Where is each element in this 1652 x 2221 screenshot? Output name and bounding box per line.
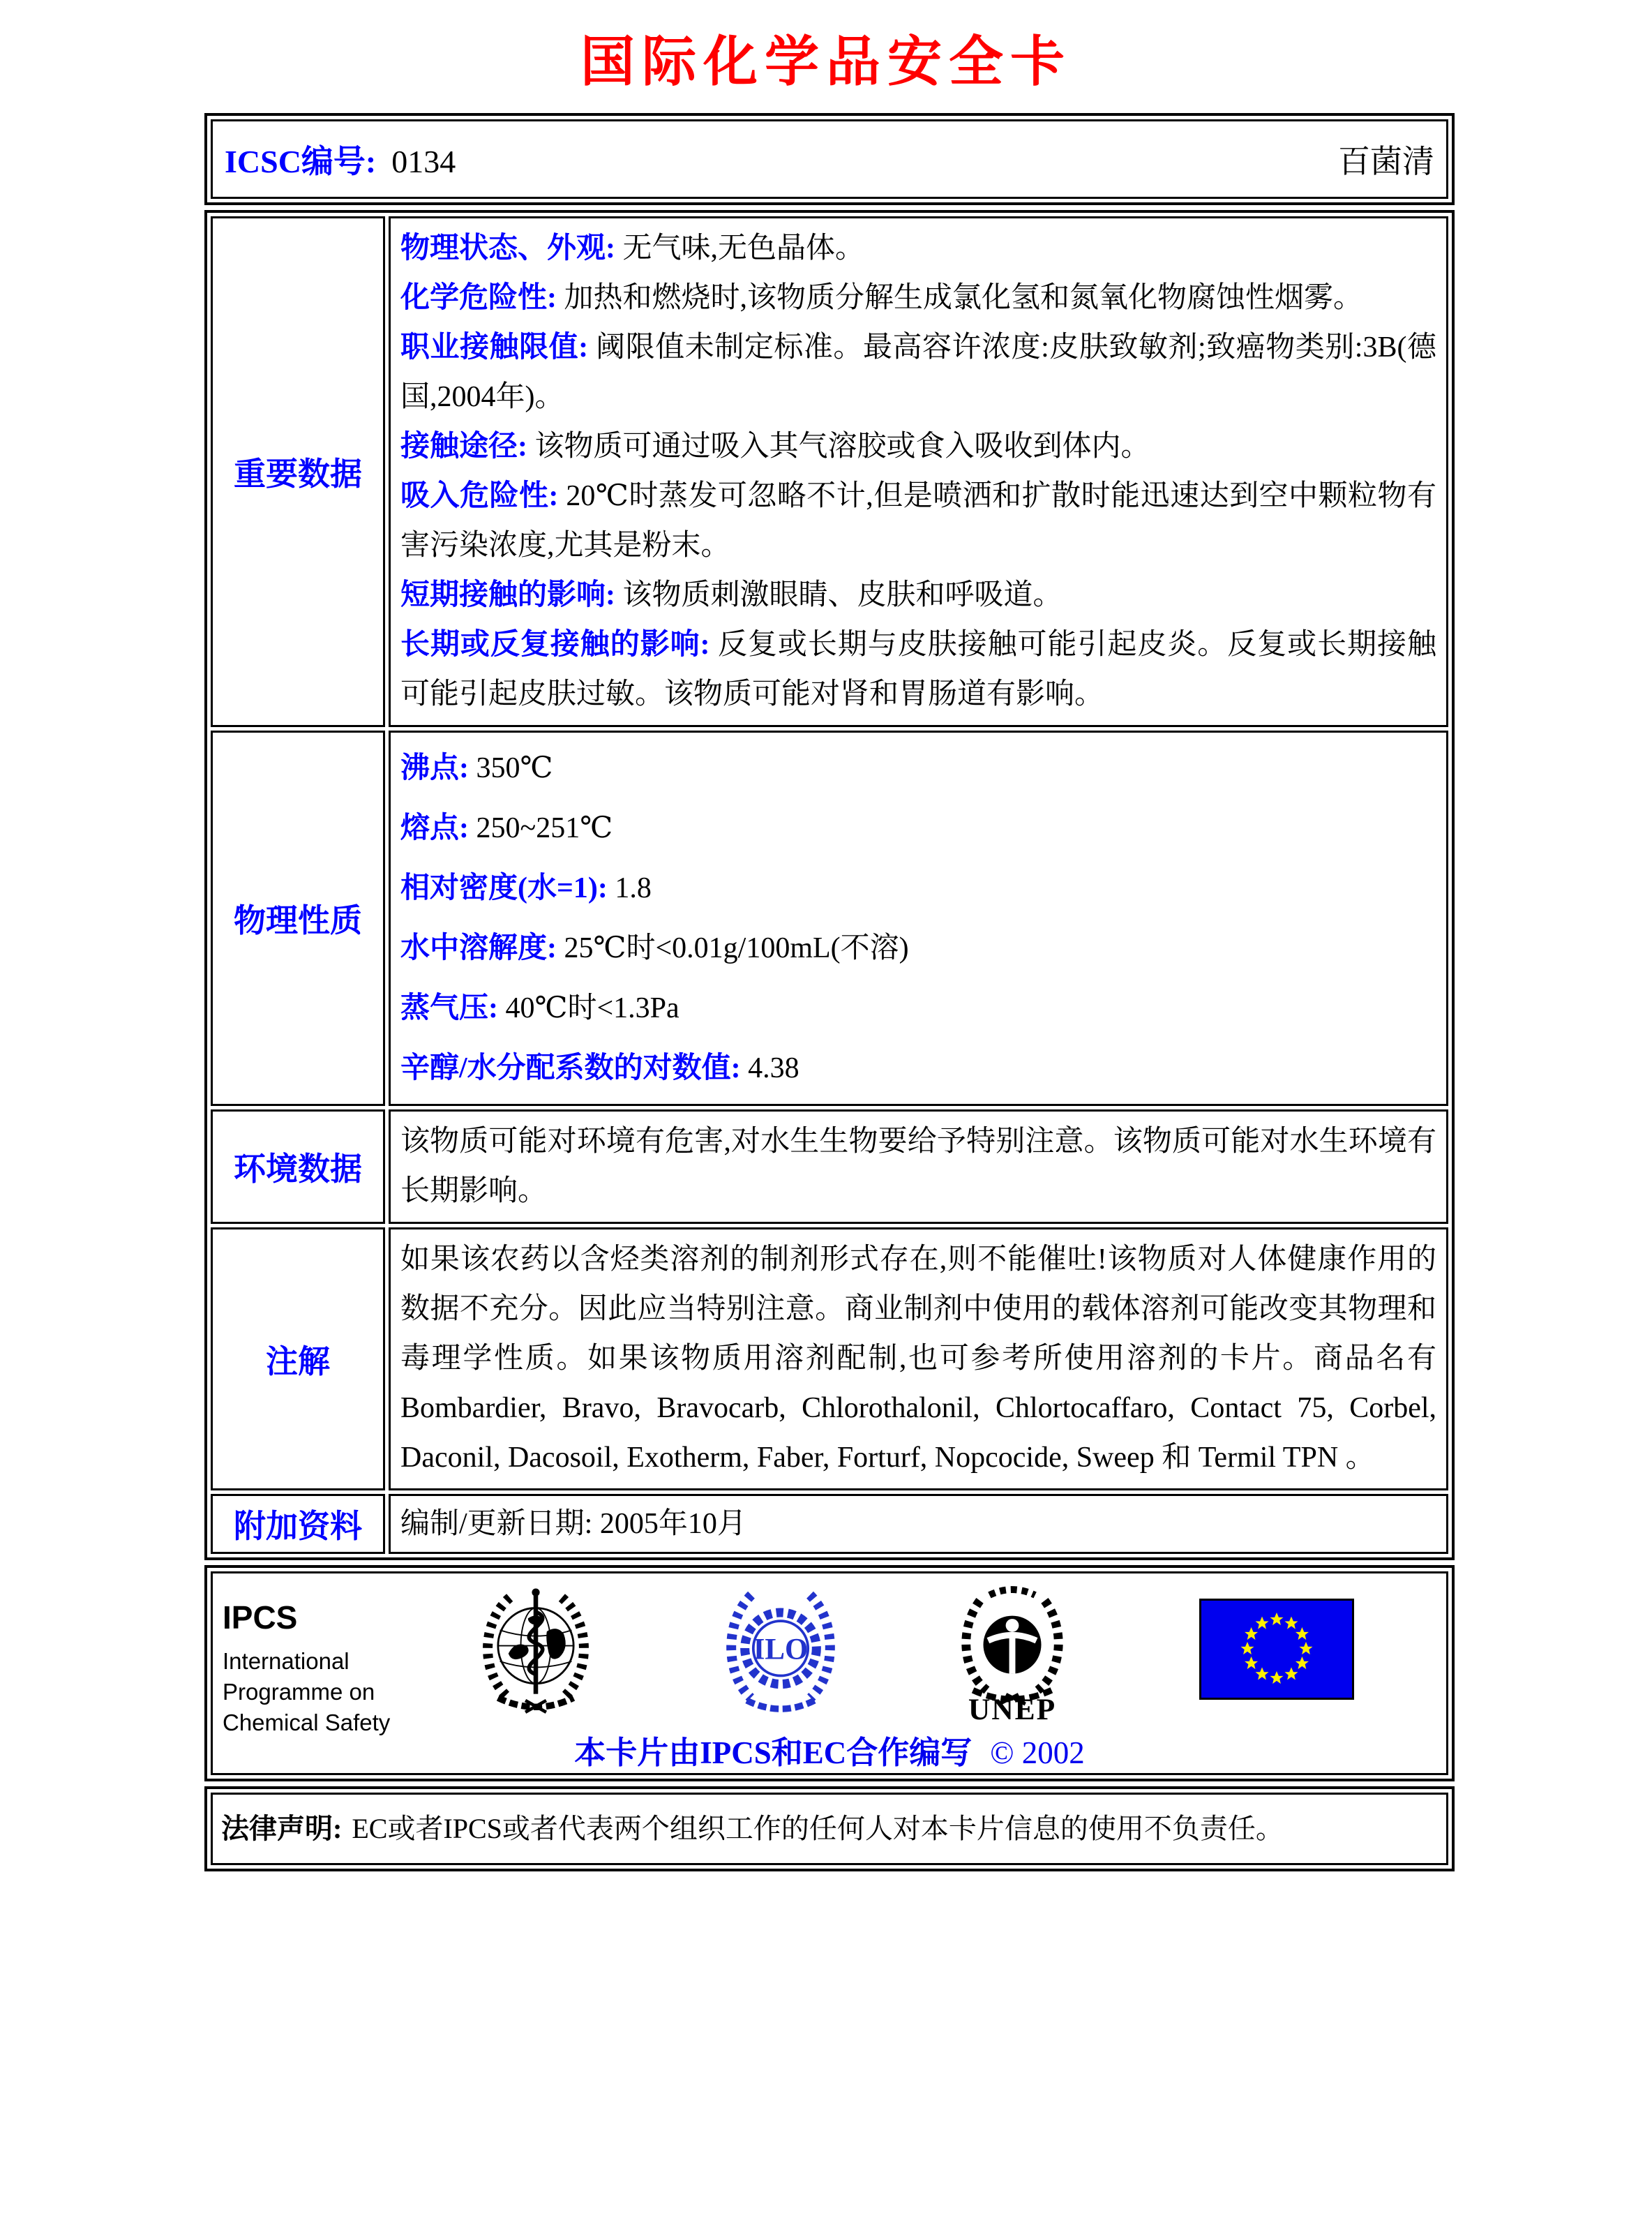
field-label: 沸点: bbox=[400, 752, 469, 784]
header-row bbox=[211, 119, 1448, 199]
section-row-important bbox=[211, 216, 1448, 727]
section-label-additional-info: 附加资料 bbox=[211, 1494, 385, 1554]
ilo-letters: ILO bbox=[753, 1633, 809, 1666]
substance-name: 百菌清 bbox=[1338, 144, 1434, 179]
icsc-number-group bbox=[225, 136, 456, 182]
ipcs-acronym: IPCS bbox=[223, 1599, 298, 1636]
update-date-value: 2005年10月 bbox=[592, 1508, 746, 1540]
field-label: 辛醇/水分配系数的对数值: bbox=[400, 1052, 741, 1084]
field-line bbox=[400, 858, 1436, 918]
field-line bbox=[400, 274, 1436, 323]
field-line bbox=[400, 323, 1436, 422]
header-table bbox=[204, 113, 1455, 205]
field-line bbox=[400, 1038, 1436, 1098]
field-value: 250~251℃ bbox=[469, 812, 613, 844]
field-value: 20℃时蒸发可忽略不计,但是喷洒和扩散时能迅速达到空中颗粒物有害污染浓度,尤其是粉末。 bbox=[400, 480, 1436, 562]
unep-letters: UNEP bbox=[968, 1692, 1057, 1724]
section-label-environmental-data: 环境数据 bbox=[211, 1109, 385, 1224]
section-row-notes bbox=[211, 1227, 1448, 1490]
field-label: 水中溶解度: bbox=[400, 932, 557, 964]
field-value: 反复或长期与皮肤接触可能引起皮炎。反复或长期接触可能引起皮肤过敏。该物质可能对肾和胃肠道有影响。 bbox=[400, 629, 1436, 710]
field-label: 长期或反复接触的影响: bbox=[400, 629, 710, 661]
copyright-text: 本卡片由IPCS和EC合作编写 bbox=[574, 1735, 973, 1770]
copyright-line bbox=[213, 1727, 1446, 1772]
additional-info-content bbox=[389, 1494, 1448, 1554]
section-row-additional bbox=[211, 1494, 1448, 1554]
field-line bbox=[400, 798, 1436, 858]
field-line bbox=[400, 918, 1436, 978]
ipcs-line: Chemical Safety bbox=[223, 1710, 391, 1735]
legal-table bbox=[204, 1786, 1455, 1871]
field-label: 职业接触限值: bbox=[400, 331, 589, 364]
field-line bbox=[400, 571, 1436, 620]
field-value: 4.38 bbox=[740, 1052, 799, 1084]
field-value: 25℃时<0.01g/100mL(不溶) bbox=[557, 932, 909, 964]
field-line bbox=[400, 738, 1436, 798]
field-line bbox=[400, 224, 1436, 274]
icsc-label: ICSC编号: bbox=[225, 144, 377, 179]
legal-text: EC或者IPCS或者代表两个组织工作的任何人对本卡片信息的使用不负责任。 bbox=[352, 1813, 1284, 1844]
ipcs-line: International bbox=[223, 1648, 350, 1674]
who-emblem-icon bbox=[470, 1583, 602, 1720]
copyright-year: © 2002 bbox=[990, 1735, 1085, 1770]
field-value: 1.8 bbox=[607, 872, 652, 904]
field-label: 吸入危险性: bbox=[400, 480, 559, 512]
field-line bbox=[400, 422, 1436, 472]
environmental-data-text: 该物质可能对环境有危害,对水生生物要给予特别注意。该物质可能对水生环境有长期影响。 bbox=[389, 1109, 1448, 1224]
field-value: 350℃ bbox=[469, 752, 553, 784]
field-value: 加热和燃烧时,该物质分解生成氯化氢和氮氧化物腐蚀性烟雾。 bbox=[557, 282, 1363, 314]
legal-notice bbox=[211, 1793, 1448, 1865]
section-label-physical-properties: 物理性质 bbox=[211, 731, 385, 1106]
field-value: 40℃时<1.3Pa bbox=[498, 992, 679, 1024]
field-line bbox=[400, 472, 1436, 571]
field-value: 阈限值未制定标准。最高容许浓度:皮肤致敏剂;致癌物类别:3B(德国,2004年)。 bbox=[400, 331, 1436, 413]
field-line bbox=[400, 978, 1436, 1038]
unep-emblem-icon bbox=[954, 1580, 1071, 1724]
section-row-physical bbox=[211, 731, 1448, 1106]
field-label: 蒸气压: bbox=[400, 992, 498, 1024]
main-table bbox=[204, 210, 1455, 1560]
field-label: 短期接触的影响: bbox=[400, 579, 615, 611]
field-value: 该物质可通过吸入其气溶胶或食入吸收到体内。 bbox=[527, 431, 1150, 463]
field-value: 无气味,无色晶体。 bbox=[615, 232, 865, 264]
field-value: 该物质刺激眼睛、皮肤和呼吸道。 bbox=[615, 579, 1062, 611]
update-date-label: 编制/更新日期: bbox=[400, 1508, 593, 1540]
page-title: 国际化学品安全卡 bbox=[580, 31, 1072, 92]
section-label-notes: 注解 bbox=[211, 1227, 385, 1490]
field-label: 熔点: bbox=[400, 812, 469, 844]
field-label: 化学危险性: bbox=[400, 282, 557, 314]
section-label-important-data: 重要数据 bbox=[211, 216, 385, 727]
ilo-emblem-icon bbox=[712, 1583, 849, 1720]
notes-text: 如果该农药以含烃类溶剂的制剂形式存在,则不能催吐!该物质对人体健康作用的数据不充分。因此应当特别注意。商业制剂中使用的载体溶剂可能改变其物理和毒理学性质。如果该物质用溶剂配制,也可参考所使用溶剂的卡片。商品名有Bombardier, Bravo, Bravocarb, Chlorothalonil, Chlortocaffaro, Contact 75, Corbel, Daconil, Dacosoil, Exotherm, Faber, Forturf, Nopcocide, Sweep 和 Termil TPN 。 bbox=[389, 1227, 1448, 1490]
eu-flag-icon bbox=[1199, 1599, 1354, 1700]
legal-row bbox=[211, 1793, 1448, 1865]
ipcs-block bbox=[223, 1599, 390, 1738]
section-row-environment bbox=[211, 1109, 1448, 1224]
organizations-table bbox=[204, 1565, 1455, 1781]
organizations-row bbox=[211, 1571, 1448, 1775]
field-label: 物理状态、外观: bbox=[400, 232, 615, 264]
important-data-content bbox=[389, 216, 1448, 727]
legal-label: 法律声明: bbox=[221, 1813, 343, 1844]
field-label: 接触途径: bbox=[400, 431, 527, 463]
physical-properties-content bbox=[389, 731, 1448, 1106]
card-sheet bbox=[204, 113, 1455, 1871]
icsc-number: 0134 bbox=[391, 144, 456, 179]
ipcs-line: Programme on bbox=[223, 1679, 375, 1705]
field-line bbox=[400, 620, 1436, 719]
field-label: 相对密度(水=1): bbox=[400, 872, 608, 904]
